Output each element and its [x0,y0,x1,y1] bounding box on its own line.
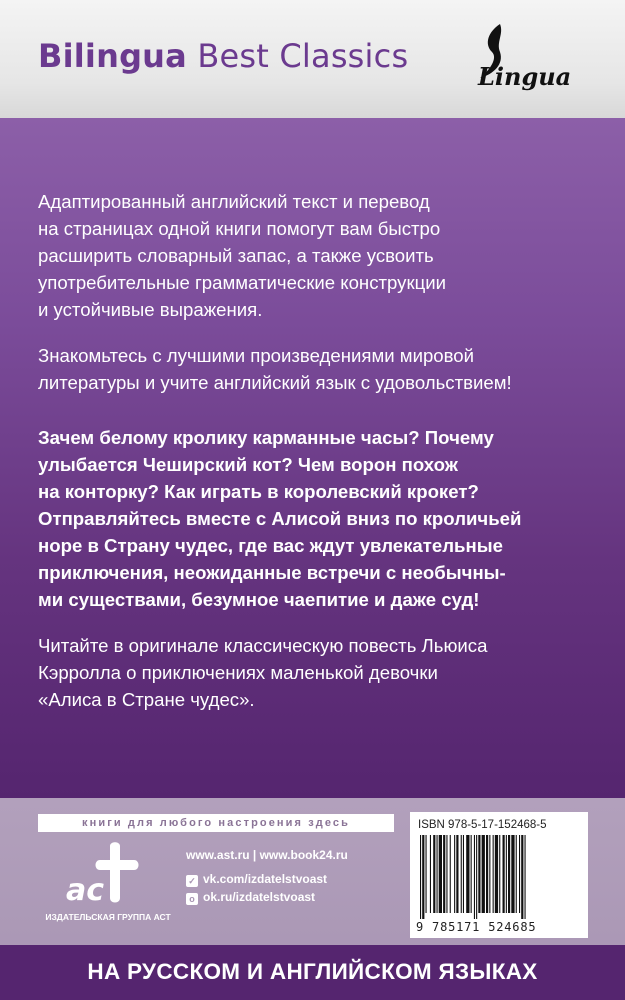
svg-text:ac: ac [66,873,105,908]
lingua-logo [470,22,580,102]
description-paragraph-1: Адаптированный английский текст и перевод на страницах одной книги помогут вам быстро расширить словарный запас, а также усвоить употребительные грамматические конструкции и устойчивые выражения. [38,191,446,320]
vk-link[interactable]: ✓ vk.com/izdatelstvoast [186,871,327,887]
series-header [0,0,625,118]
description-paragraph-4: Читайте в оригинале классическую повесть Льюиса Кэрролла о приключениях маленькой девочки «Алиса в Стране чудес». [38,635,488,710]
lingua-logo-text: Lingua [478,62,572,91]
barcode-box [410,812,588,938]
publisher-caption: ИЗДАТЕЛЬСКАЯ ГРУППА АСТ [45,912,171,922]
language-banner-text: НА РУССКОМ И АНГЛИЙСКОМ ЯЗЫКАХ [87,959,538,984]
ok-icon: o [186,893,198,905]
ast-logo-icon [50,838,160,910]
isbn-text: ISBN 978-5-17-152468-5 [418,819,547,831]
barcode-icon [418,835,580,919]
ok-link[interactable]: o ok.ru/izdatelstvoast [186,889,315,905]
tagline-strip: книги для любого настроения здесь [38,814,394,832]
description-paragraph-3: Зачем белому кролику карманные часы? Почему улыбается Чеширский кот? Чем ворон похож на конторку? Как играть в королевский крокет? Отправляйтесь вместе с Алисой вниз по кроличьей норе в Страну чудес, где вас ждут увлекательные приключения, неожиданные встречи с необычны- ми существами, безумное чаепитие и даже суд! [38,427,522,610]
description-paragraph-2: Знакомьтесь с лучшими произведениями мировой литературы и учите английский язык с удовольствием! [38,345,512,393]
websites-link[interactable]: www.ast.ru | www.book24.ru [186,848,348,862]
vk-icon: ✓ [186,875,198,887]
language-banner [0,945,625,1000]
barcode-digits: 9 785171 524685 [416,920,537,934]
series-title: Bilingua Best Classics [38,37,409,75]
